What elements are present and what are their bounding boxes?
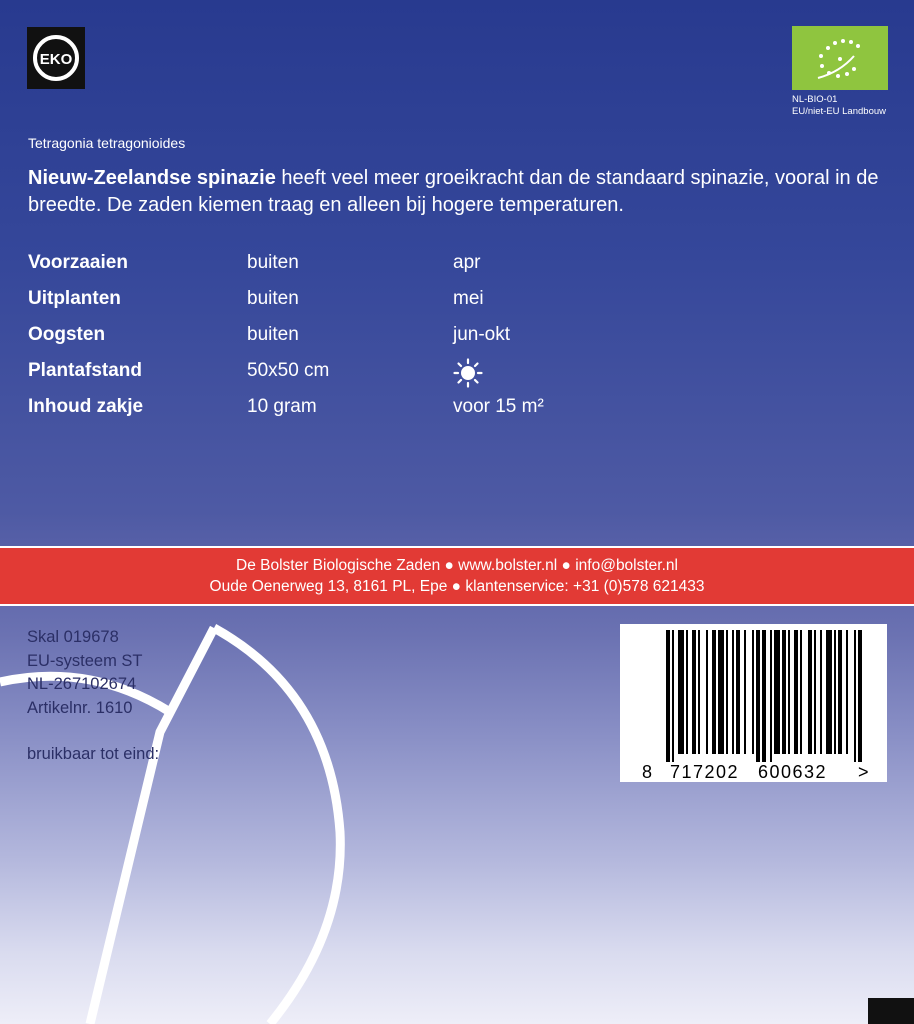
barcode-bar <box>712 630 716 754</box>
eu-system: EU-systeem ST <box>27 651 143 670</box>
row-uitplanten <box>28 288 728 318</box>
latin-name: Tetragonia tetragonioides <box>28 135 186 151</box>
barcode-bar <box>762 630 766 762</box>
sun-icon <box>453 358 483 388</box>
barcode-bar <box>706 630 708 754</box>
barcode-bar <box>782 630 786 754</box>
barcode-bar <box>672 630 674 762</box>
row-voorzaaien <box>28 252 728 282</box>
article-number: Artikelnr. 1610 <box>27 698 133 717</box>
description-text: heeft veel meer groeikracht dan de standaard spinazie, vooral in de breedte. De zaden kiemen traag en alleen bij hogere temperaturen. <box>28 167 879 216</box>
row-oogsten <box>28 324 728 354</box>
barcode-bar <box>736 630 740 754</box>
eko-logo-text: EKO <box>39 51 73 68</box>
barcode-bar <box>770 630 772 762</box>
cert-code: NL-BIO-01 <box>792 94 838 105</box>
row-label: Voorzaaien <box>28 252 128 273</box>
barcode-bar <box>666 630 670 762</box>
barcode-bar <box>808 630 812 754</box>
barcode-bar <box>788 630 790 754</box>
nl-number: NL-267102674 <box>27 675 137 693</box>
product-description <box>28 165 898 219</box>
eu-organic-leaf-icon <box>792 26 888 90</box>
cert-origin: EU/niet-EU Landbouw <box>792 106 886 117</box>
row-where: 50x50 cm <box>247 360 330 381</box>
barcode-bar <box>726 630 728 754</box>
row-when: mei <box>453 288 484 309</box>
row-when: jun-okt <box>453 324 511 345</box>
barcode-bar <box>858 630 862 762</box>
barcode-bar <box>744 630 746 754</box>
row-plantafstand <box>28 360 728 390</box>
row-label: Inhoud zakje <box>28 396 144 417</box>
barcode-bar <box>820 630 822 754</box>
row-where: 10 gram <box>247 396 317 417</box>
barcode-bar <box>692 630 696 754</box>
expiry-label: bruikbaar tot eind: <box>27 745 160 763</box>
barcode-bar <box>718 630 724 754</box>
row-label: Uitplanten <box>28 288 121 309</box>
barcode-bar <box>814 630 816 754</box>
barcode-bar <box>846 630 848 754</box>
barcode-digit-first: 8 <box>642 762 653 782</box>
barcode-bar <box>800 630 802 754</box>
row-when: apr <box>453 252 481 273</box>
barcode-bar <box>834 630 836 754</box>
row-label: Oogsten <box>28 324 106 345</box>
product-name: Nieuw-Zeelandse spinazie <box>28 167 276 189</box>
row-label: Plantafstand <box>28 360 143 381</box>
barcode-digits-left: 717202 <box>670 762 740 782</box>
certification-text <box>792 94 886 118</box>
row-where: buiten <box>247 288 299 309</box>
barcode-bar <box>698 630 700 754</box>
barcode-bar <box>752 630 754 754</box>
codes-block <box>27 626 159 767</box>
barcode <box>620 624 887 782</box>
row-where: buiten <box>247 252 299 273</box>
barcode-bar <box>732 630 734 754</box>
barcode-bar <box>756 630 760 762</box>
barcode-bar <box>686 630 688 754</box>
row-when: voor 15 m² <box>453 396 544 417</box>
company-line-1: De Bolster Biologische Zaden ● www.bolster.nl ● info@bolster.nl <box>236 557 678 574</box>
barcode-arrow: > <box>858 762 869 782</box>
skal-code: Skal 019678 <box>27 628 119 646</box>
company-band <box>0 546 914 606</box>
barcode-bar <box>774 630 780 754</box>
barcode-bar <box>854 630 856 762</box>
row-inhoud <box>28 396 728 426</box>
company-line-2: Oude Oenerweg 13, 8161 PL, Epe ● klantenservice: +31 (0)578 621433 <box>209 578 705 595</box>
barcode-digits-right: 600632 <box>758 762 828 782</box>
barcode-bar <box>838 630 842 754</box>
barcode-bar <box>826 630 832 754</box>
row-where: buiten <box>247 324 299 345</box>
barcode-bar <box>678 630 684 754</box>
barcode-bar <box>794 630 798 754</box>
eko-logo-icon <box>27 27 85 89</box>
corner-block <box>868 998 914 1024</box>
